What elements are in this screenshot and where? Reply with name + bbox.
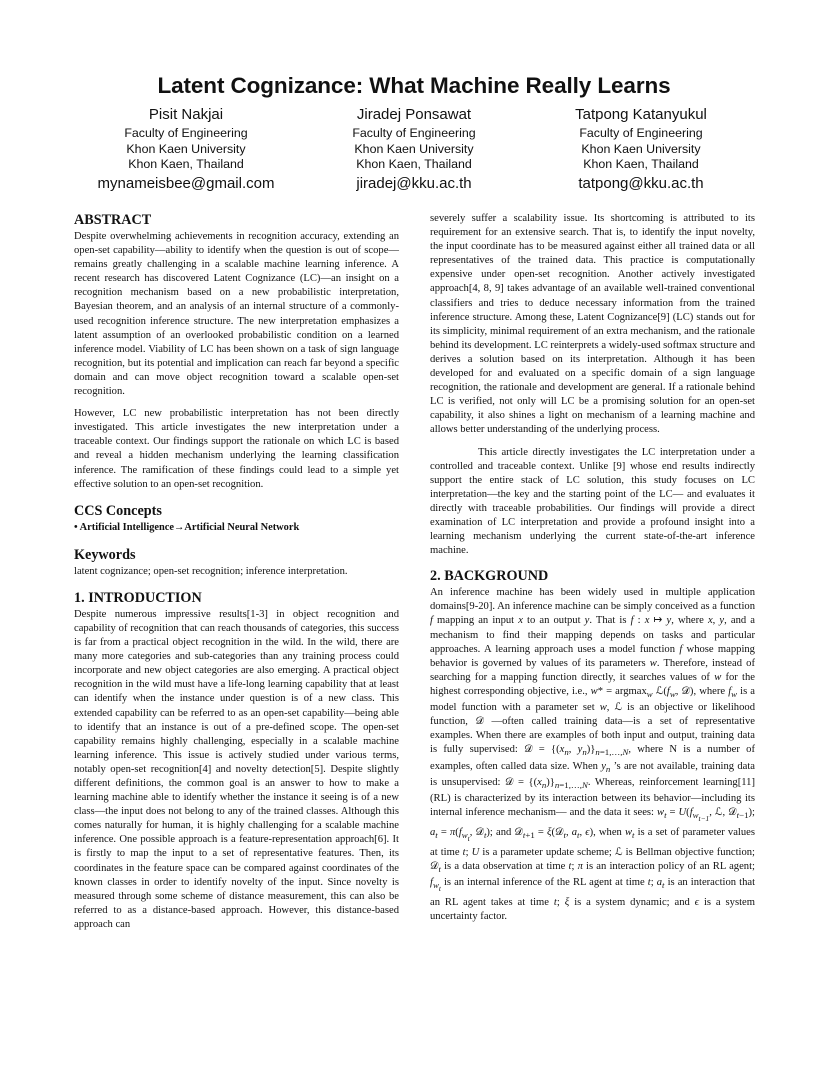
ccs-text: • Artificial Intelligence→Artificial Neural Network [74, 521, 300, 533]
author-1 [61, 105, 311, 193]
author-affiliation: Faculty of Engineering [124, 126, 248, 140]
author-affiliation: Faculty of Engineering [352, 126, 476, 140]
author-2 [289, 105, 539, 193]
author-affiliation: Khon Kaen, Thailand [583, 157, 699, 171]
abstract-paragraph-2: However, LC new probabilistic interpretation has not been directly investigated. This article investigates the new interpretation under a traceable context. Our findings support the rationale on which LC is based and reveal a hidden mechanism underlying the learning classification inference. The ramification of these findings could lead to a simple yet effective solution to an open-set recognition. [74, 408, 399, 490]
author-name: Tatpong Katanyukul [575, 106, 707, 123]
introduction-heading: 1. INTRODUCTION [74, 589, 202, 606]
author-email: jiradej@kku.ac.th [356, 174, 472, 192]
background-heading: 2. BACKGROUND [430, 568, 549, 585]
author-name: Jiradej Ponsawat [356, 106, 472, 123]
author-3 [516, 105, 766, 193]
author-affiliation: Khon Kaen, Thailand [128, 157, 244, 171]
author-affiliation: Khon Kaen University [354, 141, 474, 156]
abstract-heading: ABSTRACT [74, 212, 152, 228]
introduction-paragraph-3: This article directly investigates the LC interpretation under a controlled and traceable context. Unlike [9] whose end results indirectly support the entire stack of LC solution, this study focuses on LC interpretation—the key and the starting point of the LC— and evaluates it directly with traceable probabilities. Our findings will provide a direct examination of LC interpretation and provide a profound insight into a learning mechanism underlying the current state-of-the-art inference machine. [430, 446, 755, 557]
keywords-text: latent cognizance; open-set recognition; inference interpretation. [74, 565, 348, 577]
introduction-paragraph-1: Despite numerous impressive results[1-3] in object recognition and capability of recognition that can reach thousands of categories, this success is far from a practical object recognition in the wild. In the wild, there are many more categories and sub-categories than any training process could incorporate and new object categories are also emerging. A practical object recognition in the wild must have a life-long learning capability that at least can identify when the instance under question is of a new class. This extended capability can be referred to as an open-set capability—being able to identify that an instance is out of a pre-defined scope. The open-set capability remains highly challenging, especially in a scalable machine learning inference. This issue is actively studied under various terms, notably open-set recognition[4] and novelty detection[5]. Despite slightly different definitions, the common goal is an answer to how to make a learning machine able to identify whether the instance it seeing is of a new class—the input does not belong to any of the trained classes. Although this comes naturally for human, it is highly challenging for a scalable machine inference. One possible approach is a feature-representation approach[6]. It is firstly to map the input to a set of representative features. Then, its coordinates in the feature space can be compared against coordinates of the known classes in order to identify novelty of the input. Since novelty is measured through some scheme of distance measurement, this can also be referred to as a distance-based approach. However, this distance-based approach can [74, 608, 399, 930]
ccs-heading: CCS Concepts [74, 502, 162, 519]
keywords-heading: Keywords [74, 546, 136, 563]
abstract-paragraph-1: Despite overwhelming achievements in recognition accuracy, extending an open-set capability—ability to identify when the question is out of scope— remains greatly challenging in a scalable machine learning inference. A recent research has discovered Latent Cognizance (LC)—an insight on a recognition mechanism based on a new probabilistic interpretation, Bayesian theorem, and an analysis of an internal structure of a commonly-used recognition inference structure. The new interpretation emphasizes a latent assumption of an overlooked probabilistic condition on a learned inference model. Viability of LC has been shown on a task of sign language recognition, but its potential and implication can reach far beyond a specific domain and can move object recognition toward a scalable open-set recognition. [74, 231, 399, 398]
background-paragraph-1: An inference machine has been widely used in multiple application domains[9-20]. An inference machine can be simply conceived as a function f mapping an input x to an output y. That is f : x ↦ y, where x, y, and a mechanism to find their mapping depends on tasks and particular approaches. A learning approach uses a model function f whose mapping behavior is governed by values of its parameters w. Therefore, instead of searching for a mapping function directly, it searches values of w for the highest corresponding objective, i.e., w* = argmax$_w$ $ℒ(f_w$, 𝒟), where $f_w$ is a model function with a parameter set w, ℒ is an objective or likelihood function, 𝒟 —often called training data—is a set of representative examples. When there are examples of both input and output, training data is fully supervised: 𝒟 = {($x_n$, $y_n)\}_{n=1,\dots,N}$, where N is a number of examples, often called data size. When $y_n$ ’s are not available, training data is unsupervised: 𝒟 = $\{(x_n)\}_{n=1,\dots,N}$. Whereas, reinforcement learning[11] (RL) is characterized by its interaction between its behavior—including its internal inference mechanism— and the data it sees: $w_t = U(f_{w_{t-1}}$, ℒ, 𝒟$_{t-1}$); $a_t = \pi(f_{w_t}$, 𝒟$_t$); and 𝒟$_{t+1}$ = ξ(𝒟$_t$, $a_t$, ϵ), when $w_t$ is a set of parameter values at time t; U is a parameter update scheme; ℒ is Bellman objective function; 𝒟$_t$ is a data observation at time t; π is an interaction policy of an RL agent; $f_{w_t}$ is an internal inference of the RL agent at time t; $a_t$ is an interaction that an RL agent takes at time t; ξ is a system dynamic; and ϵ is a system uncertainty factor. [430, 587, 756, 923]
introduction-paragraph-2: severely suffer a scalability issue. Its shortcoming is attributed to its requirement for an extensive search. That is, to identify the input novelty, the input coordinate has to be measured against either all trained data or all representatives of the trained data. This practice is computationally expensive under open-set recognition. Another actively investigated approach[4, 8, 9] takes advantage of an available well-trained conventional classifiers and tries to deduce necessary information from the trained inference structure. Among these, Latent Cognizance[9] (LC) stands out for its simplicity, minimal requirement of an extra mechanism, and the rationale behind its development. LC reinterprets a widely-used softmax structure and derives a solution based on its interpretation. Although it has been developed for and evaluated on a specific domain of a sign language recognition, the rationale and development are general. If a rationale behind LC is verified, not only will LC be a promising solution for an open-set capability, it also shines a light on mechanism of a learning machine and allows better understanding of the underlying process. [430, 213, 755, 436]
left-column [74, 211, 399, 932]
author-affiliation: Khon Kaen University [581, 141, 701, 156]
author-email: tatpong@kku.ac.th [578, 174, 704, 192]
author-affiliation: Khon Kaen University [126, 141, 246, 156]
author-affiliation: Faculty of Engineering [579, 126, 703, 140]
author-affiliation: Khon Kaen, Thailand [356, 157, 472, 171]
author-name: Pisit Nakjai [148, 106, 224, 123]
paper-title: Latent Cognizance: What Machine Really Learns [157, 73, 671, 98]
right-column [430, 212, 755, 924]
author-email: mynameisbee@gmail.com [97, 174, 275, 192]
